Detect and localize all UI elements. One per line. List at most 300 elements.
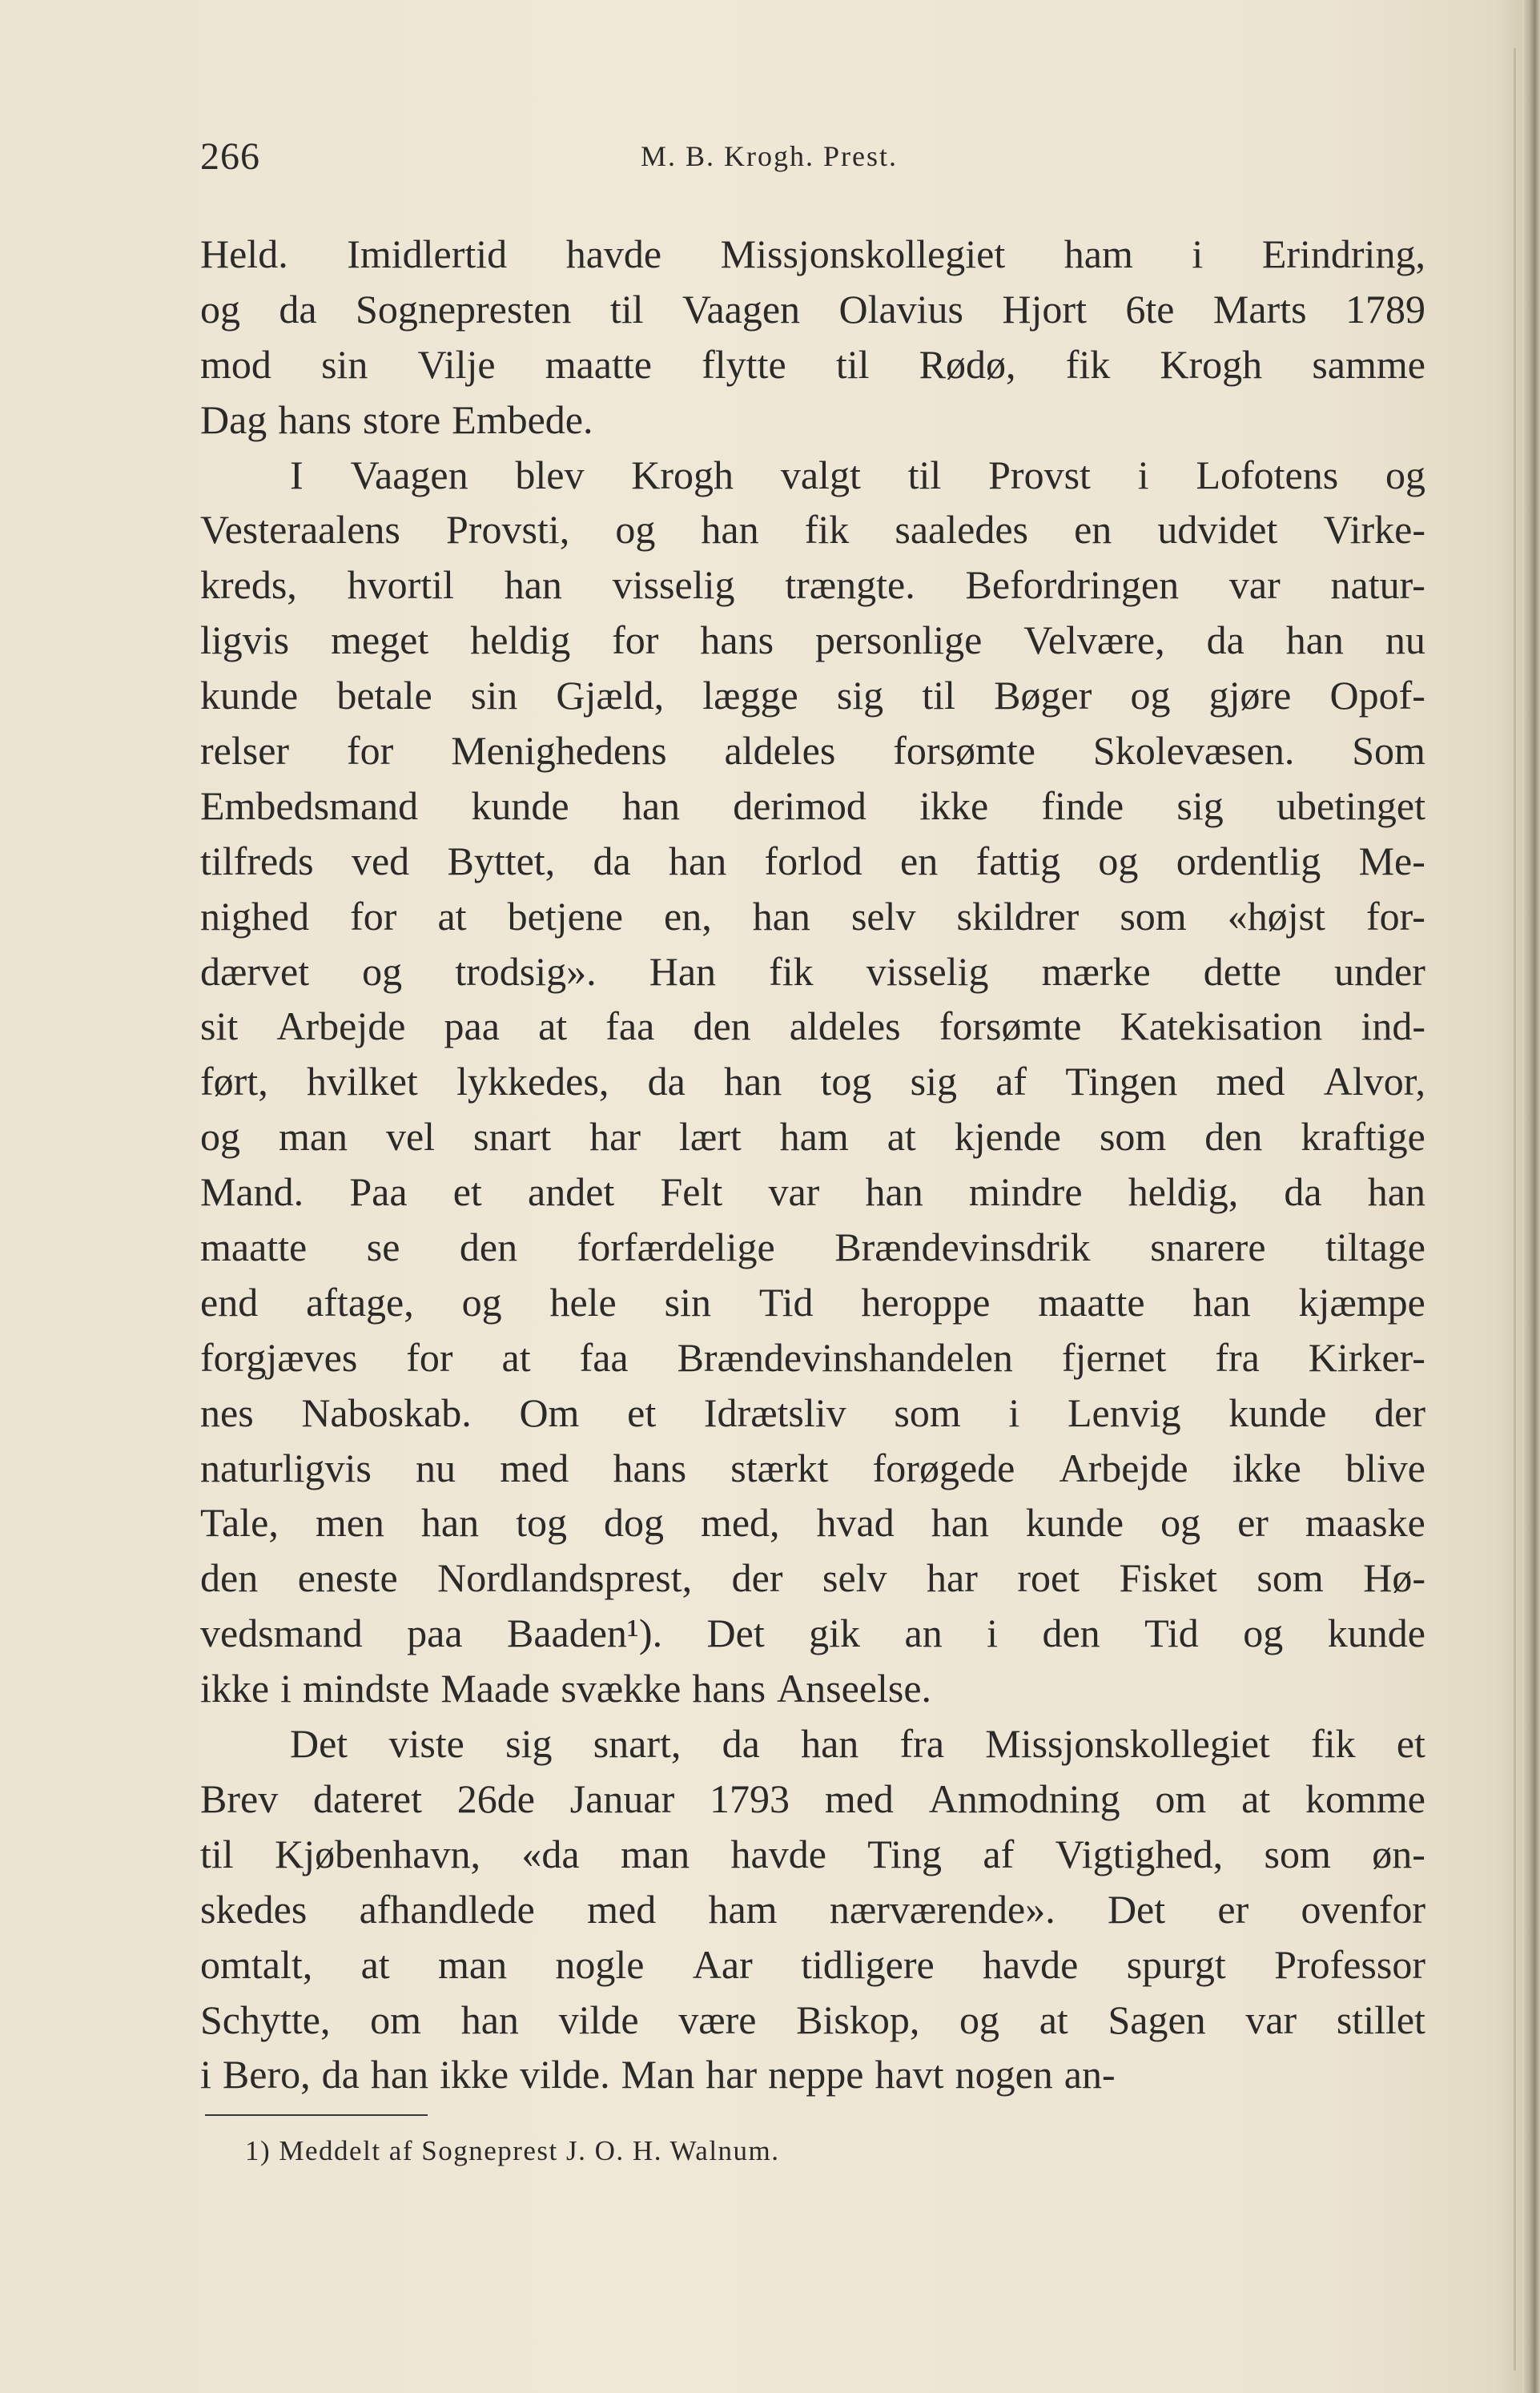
word: man [437, 1941, 508, 1987]
word: viste [388, 1721, 464, 1767]
word: til [835, 341, 870, 387]
text-line [200, 392, 1425, 448]
word: sin [470, 673, 518, 718]
word: og [959, 1997, 1000, 2042]
word: ordentlig [1176, 838, 1321, 883]
word: fjernet [1061, 1334, 1167, 1380]
word: og [1160, 1500, 1201, 1546]
word: Fisket [1119, 1555, 1217, 1601]
word: snart [473, 1114, 552, 1160]
text-line [200, 1606, 1425, 1661]
word: nogen [955, 2052, 1053, 2097]
text-line [200, 337, 1425, 392]
text-line [200, 1441, 1425, 1496]
word: Tid [1144, 1611, 1199, 1656]
word: Tingen [1065, 1059, 1178, 1104]
word: kjende [954, 1114, 1061, 1160]
word: et [1396, 1721, 1425, 1767]
word: havt [875, 2052, 944, 2097]
word: for [406, 1334, 453, 1380]
word: i [1192, 231, 1204, 276]
word: Skolevæsen. [1092, 728, 1295, 774]
word: man [278, 1114, 348, 1160]
word: man [621, 1831, 690, 1876]
word: at [887, 1114, 916, 1160]
word: Katekisation [1120, 1003, 1323, 1049]
word: Byttet, [447, 838, 556, 883]
word: Mand. [200, 1169, 304, 1215]
text-line [200, 1495, 1425, 1550]
word: han [865, 1169, 923, 1215]
word: han [420, 1500, 480, 1546]
page-number: 266 [200, 135, 260, 178]
word: Sagen [1108, 1997, 1206, 2042]
word: lykkedes, [456, 1059, 609, 1104]
word: snart, [593, 1721, 682, 1767]
word: øn- [1372, 1831, 1425, 1876]
page-header [200, 135, 1450, 191]
word: var [768, 1169, 820, 1215]
word: for- [1365, 893, 1425, 939]
word: Gjæld, [556, 673, 665, 718]
footnote-rule [205, 2114, 428, 2116]
word: og [461, 1279, 502, 1325]
word: i [987, 1611, 999, 1656]
word: lægge [702, 673, 798, 718]
word: maatte [200, 1225, 308, 1270]
word: ført, [200, 1059, 268, 1104]
word: har [706, 2052, 758, 2097]
word: meget [331, 617, 429, 663]
word: Erindring, [1261, 231, 1425, 276]
word: nes [200, 1390, 254, 1435]
word: kunde [1228, 1390, 1327, 1435]
word: han [460, 1997, 519, 2042]
word: Som [1352, 728, 1425, 774]
word: en [900, 838, 939, 883]
word: Embedsmand [200, 782, 419, 828]
word: Menighedens [451, 728, 667, 774]
word: Maade [440, 1666, 550, 1711]
word: an- [1064, 2052, 1116, 2097]
word: ham [779, 1114, 849, 1160]
word: tog [516, 1500, 567, 1546]
footnote-text: Meddelt af Sogneprest J. O. H. Walnum. [279, 2135, 780, 2166]
word: Brændevinshandelen [677, 1334, 1013, 1380]
word: 1793 [710, 1776, 790, 1821]
word: Vesteraalens [200, 507, 400, 553]
word: fik [769, 948, 814, 994]
word: den [200, 1555, 259, 1601]
word: hvad [816, 1500, 895, 1546]
word: da [1284, 1169, 1322, 1215]
word: sin [321, 341, 368, 387]
word: komme [1305, 1776, 1425, 1821]
word: store [362, 396, 441, 442]
word: hans [692, 1666, 766, 1711]
word: relser [200, 728, 290, 774]
word: den [459, 1225, 518, 1270]
word: Opof- [1329, 673, 1425, 718]
word: at [1039, 1997, 1068, 2042]
word: er [1237, 1500, 1269, 1546]
word: kunde [1327, 1611, 1425, 1656]
word: Vigtighed, [1055, 1831, 1224, 1876]
word: Velvære, [1023, 617, 1165, 663]
word: Arbejde [276, 1003, 406, 1049]
word: maatte [1038, 1279, 1145, 1325]
text-line [200, 1330, 1425, 1386]
word: Brev [200, 1776, 279, 1821]
word: der [731, 1555, 783, 1601]
text-line [200, 834, 1425, 889]
text-line [200, 557, 1425, 613]
word: flytte [702, 341, 786, 387]
word: og [1130, 673, 1171, 718]
word: Olavius [838, 286, 964, 332]
word: forgjæves [200, 1334, 358, 1380]
word: han [1192, 1279, 1251, 1325]
word: derimod [733, 782, 867, 828]
word: vilde. [520, 2052, 610, 2097]
word: svække [561, 1666, 682, 1711]
word: stærkt [730, 1445, 829, 1490]
word: han [669, 838, 727, 883]
word: Schytte, [200, 1997, 331, 2042]
word: at [360, 1941, 390, 1987]
word: Felt [660, 1169, 723, 1215]
word: han [701, 507, 759, 553]
word: ind- [1361, 1003, 1425, 1049]
word: paa [407, 1611, 463, 1656]
word: Vaagen [350, 452, 468, 497]
text-line [200, 1716, 1425, 1772]
text-line [200, 502, 1425, 557]
word: Tid [758, 1279, 814, 1325]
word: 6te [1125, 286, 1175, 332]
text-line [200, 778, 1425, 834]
word: hans [700, 617, 774, 663]
word: som [1120, 893, 1187, 939]
word: saaledes [895, 507, 1028, 553]
word: er [1217, 1886, 1249, 1932]
word: som [1264, 1831, 1331, 1876]
page-edge [1522, 0, 1540, 2393]
word: den [1042, 1611, 1100, 1656]
word: an [904, 1611, 943, 1656]
word: visselig [612, 562, 735, 608]
text-line [200, 999, 1425, 1054]
word: Januar [569, 1776, 675, 1821]
word: forsømte [893, 728, 1035, 774]
word: Missjonskollegiet [720, 231, 1006, 276]
word: og [362, 948, 403, 994]
word: vel [385, 1114, 436, 1160]
word: som [894, 1390, 961, 1435]
word: fik [804, 507, 850, 553]
word: Missjonskollegiet [985, 1721, 1270, 1767]
word: han [931, 1500, 989, 1546]
word: til [907, 452, 942, 497]
word: Kjøbenhavn, [275, 1831, 480, 1876]
word: Me- [1358, 838, 1425, 883]
word: naturligvis [200, 1445, 372, 1490]
text-line [200, 282, 1425, 337]
word: «højst [1227, 893, 1325, 939]
text-line [200, 227, 1425, 282]
word: Naboskab. [301, 1390, 472, 1435]
word: gik [809, 1611, 861, 1656]
word: Paa [349, 1169, 408, 1215]
word: mærke [1041, 948, 1151, 994]
word: men [315, 1500, 384, 1546]
word: Det [1107, 1886, 1166, 1932]
word: fik [1065, 341, 1111, 387]
text-line [200, 1661, 1425, 1716]
word: da [722, 1721, 760, 1767]
word: andet [528, 1169, 615, 1215]
word: af [983, 1831, 1015, 1876]
word: han [1367, 1169, 1425, 1215]
word: nærværende». [829, 1886, 1055, 1932]
word: Nordlandsprest, [437, 1555, 693, 1601]
footnote-marker: 1) [245, 2135, 271, 2166]
word: hvilket [306, 1059, 418, 1104]
word: være [678, 1997, 757, 2042]
text-line [200, 1054, 1425, 1109]
word: for [346, 728, 394, 774]
text-line [200, 1937, 1425, 1993]
word: Vaagen [682, 286, 801, 332]
word: og [200, 286, 240, 332]
word: faa [605, 1003, 655, 1049]
word: Vilje [417, 341, 496, 387]
word: valgt [780, 452, 861, 497]
word: kunde [1025, 1500, 1124, 1546]
word: da [593, 838, 631, 883]
word: var [1245, 1997, 1297, 2042]
word: i [200, 2052, 211, 2097]
word: og [1243, 1611, 1284, 1656]
word: havde [982, 1941, 1079, 1987]
word: afhandlede [359, 1886, 535, 1932]
word: blive [1345, 1445, 1425, 1490]
word: ikke [440, 2052, 509, 2097]
word: at [437, 893, 467, 939]
word: til [609, 286, 644, 332]
word: fattig [975, 838, 1061, 883]
word: udvidet [1157, 507, 1278, 553]
word: Anmodning [928, 1776, 1120, 1821]
word: omtalt, [200, 1941, 313, 1987]
word: Brændevinsdrik [834, 1225, 1091, 1270]
word: da [1206, 617, 1244, 663]
word: mindste [303, 1666, 430, 1711]
text-line [200, 1275, 1425, 1330]
word: Krogh [631, 452, 734, 497]
word: Han [649, 948, 717, 994]
word: selv [850, 893, 916, 939]
word: i [1137, 452, 1149, 497]
text-line [200, 448, 1425, 503]
word: forlod [764, 838, 862, 883]
word: en, [664, 893, 712, 939]
word: med, [700, 1500, 780, 1546]
word: den [1204, 1114, 1263, 1160]
text-line [200, 1164, 1425, 1220]
word: 26de [456, 1776, 535, 1821]
word: han [724, 1059, 782, 1104]
word: ikke [1232, 1445, 1301, 1490]
word: vilde [558, 1997, 639, 2042]
word: mod [200, 341, 271, 387]
word: i [280, 1666, 292, 1711]
word: Aar [692, 1941, 753, 1987]
word: Provsti, [446, 507, 570, 553]
word: trængte. [785, 562, 915, 608]
word: Hø- [1363, 1555, 1425, 1601]
word: som [1257, 1555, 1324, 1601]
word: Imidlertid [347, 231, 508, 276]
word: stillet [1336, 1997, 1425, 2042]
word: betale [336, 673, 432, 718]
word: aldeles [789, 1003, 901, 1049]
word: Biskop, [796, 1997, 920, 2042]
word: hele [549, 1279, 617, 1325]
text-line [200, 1993, 1425, 2048]
word: aldeles [724, 728, 836, 774]
word: snarere [1150, 1225, 1266, 1270]
word: et [627, 1390, 657, 1435]
word: Bero, [222, 2052, 311, 2097]
word: kjæmpe [1298, 1279, 1425, 1325]
text-line [200, 944, 1425, 999]
word: kunde [471, 782, 569, 828]
word: natur- [1330, 562, 1425, 608]
word: vedsmand [200, 1611, 363, 1656]
word: 1789 [1345, 286, 1425, 332]
word: ligvis [200, 617, 290, 663]
word: samme [1312, 341, 1425, 387]
word: neppe [768, 2052, 864, 2097]
word: heroppe [861, 1279, 991, 1325]
text-line [200, 1386, 1425, 1441]
word: maatte [545, 341, 652, 387]
word: nogle [555, 1941, 645, 1987]
word: tog [820, 1059, 872, 1104]
word: dateret [312, 1776, 422, 1821]
word: med [500, 1445, 569, 1490]
word: til [922, 673, 956, 718]
running-head: M. B. Krogh. Prest. [641, 140, 899, 172]
word: da [321, 2052, 360, 2097]
word: Embede. [452, 396, 593, 442]
word: dette [1203, 948, 1281, 994]
word: selv [822, 1555, 887, 1601]
word: kreds, [200, 562, 297, 608]
word: med [824, 1776, 894, 1821]
word: til [200, 1831, 234, 1876]
word: maaske [1305, 1500, 1425, 1546]
word: at [501, 1334, 531, 1380]
text-line [200, 1827, 1425, 1882]
text-line [200, 1109, 1425, 1164]
word: Tale, [200, 1500, 279, 1546]
word: visselig [866, 948, 989, 994]
word: en [1074, 507, 1112, 553]
word: kraftige [1301, 1114, 1425, 1160]
word: Man [621, 2052, 695, 2097]
word: den [693, 1003, 751, 1049]
word: under [1334, 948, 1425, 994]
word: fra [899, 1721, 945, 1767]
word: sig [1176, 782, 1224, 828]
word: ovenfor [1301, 1886, 1425, 1932]
text-line [200, 723, 1425, 778]
word: dærvet [200, 948, 310, 994]
word: ham [708, 1886, 778, 1932]
word: forøgede [872, 1445, 1015, 1490]
word: et [452, 1169, 482, 1215]
word: og [1098, 838, 1139, 883]
word: tidligere [801, 1941, 935, 1987]
word: sig [910, 1059, 957, 1104]
word: sig [505, 1721, 553, 1767]
text-line [200, 1882, 1425, 1937]
word: end [200, 1279, 259, 1325]
text-line [200, 1772, 1425, 1827]
word: Kirker- [1308, 1334, 1425, 1380]
word: gjøre [1208, 673, 1292, 718]
word: skedes [200, 1886, 308, 1932]
text-line [200, 668, 1425, 723]
word: Sognepresten [356, 286, 572, 332]
word: Held. [200, 231, 288, 276]
word: for [612, 617, 659, 663]
word: han [801, 1721, 859, 1767]
word: Om [519, 1390, 580, 1435]
word: forfærdelige [577, 1225, 775, 1270]
word: heldig, [1128, 1169, 1239, 1215]
word: «da [521, 1831, 580, 1876]
word: mindre [968, 1169, 1083, 1215]
text-line [200, 613, 1425, 668]
word: nu [416, 1445, 456, 1490]
word: og [200, 1114, 240, 1160]
word: eneste [297, 1555, 398, 1601]
word: Professor [1274, 1941, 1425, 1987]
word: lært [678, 1114, 742, 1160]
word: havde [565, 231, 662, 276]
word: hans [613, 1445, 687, 1490]
word: Arbejde [1059, 1445, 1188, 1490]
word: spurgt [1126, 1941, 1226, 1987]
page-edge-shadow [1514, 48, 1516, 2371]
word: Ting [867, 1831, 942, 1876]
word: ikke [200, 1666, 270, 1711]
word: at [1241, 1776, 1271, 1821]
word: havde [730, 1831, 826, 1876]
text-line [200, 1220, 1425, 1275]
word: om [1155, 1776, 1207, 1821]
text-line [200, 1550, 1425, 1606]
word: roet [1017, 1555, 1080, 1601]
word: har [589, 1114, 641, 1160]
word: hvortil [347, 562, 454, 608]
word: og [1385, 452, 1425, 497]
word: han [504, 562, 562, 608]
word: trodsig». [455, 948, 597, 994]
